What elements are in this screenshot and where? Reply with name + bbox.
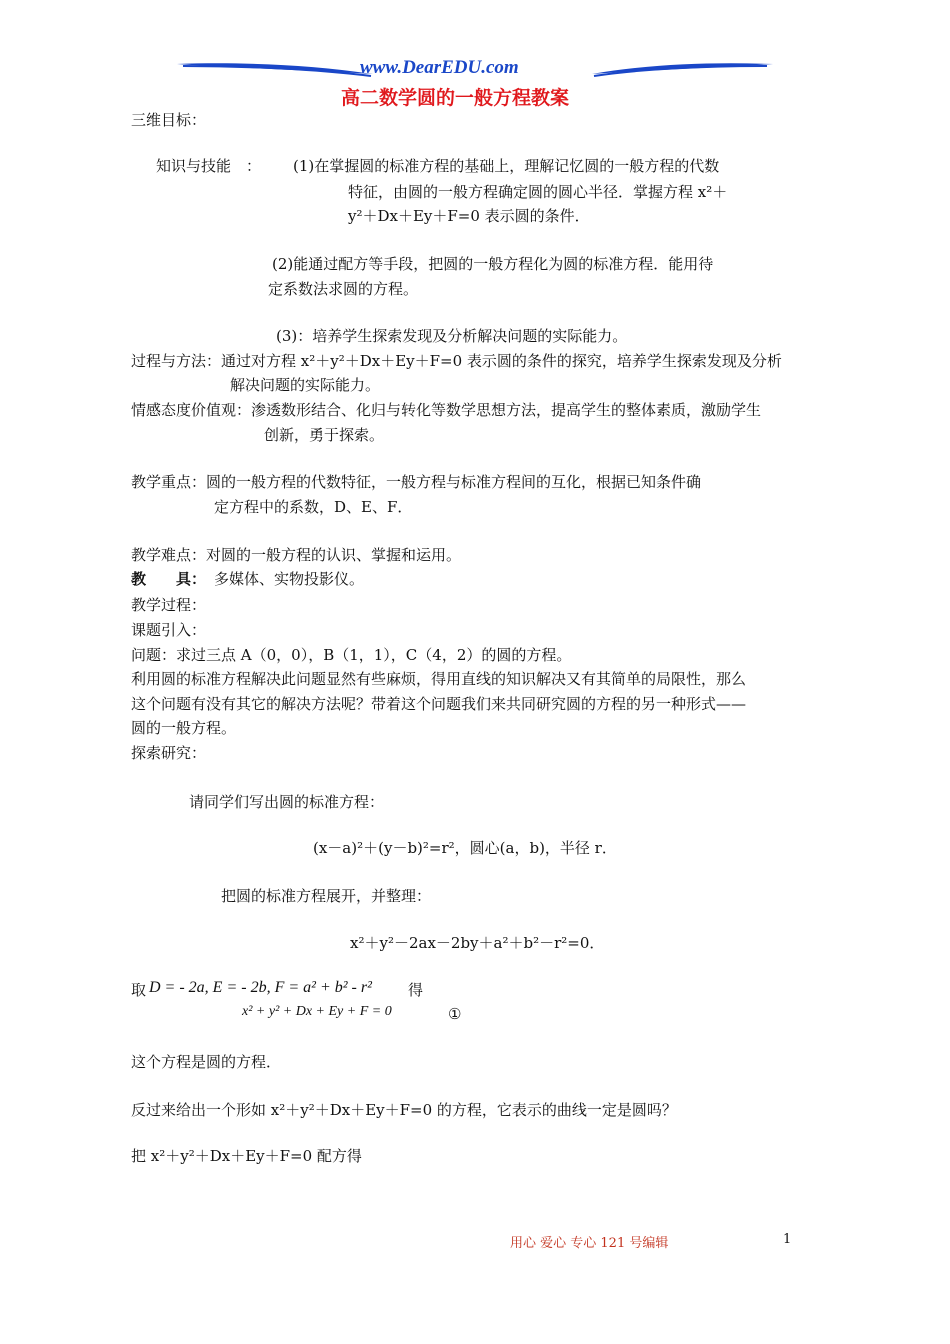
converse-question: 反过来给出一个形如 x²＋y²＋Dx＋Ey＋F=0 的方程，它表示的曲线一定是圆吗？ [131,1101,677,1119]
difficulties: 教学难点：对圆的一般方程的认识、掌握和运用。 [131,546,462,564]
process-methods-line-1: 过程与方法：通过对方程 x²＋y²＋Dx＋Ey＋F=0 表示圆的条件的探究，培养学生探索发现及分析 [131,352,782,370]
expand-instruction: 把圆的标准方程展开，并整理： [221,887,432,905]
conclusion-line: 这个方程是圆的方程． [131,1053,282,1071]
label-knowledge-skills: 知识与技能 ： [156,157,262,175]
knowledge-item-2-line-1: (2)能通过配方等手段，把圆的一般方程化为圆的标准方程．能用待 [272,255,714,273]
knowledge-item-1-line-3: y²＋Dx＋Ey＋F=0 表示圆的条件． [348,207,590,225]
standard-equation: (x－a)²＋(y－b)²=r²，圆心(a，b)，半径 r． [313,839,617,857]
substitution-formula: D = - 2a, E = - 2b, F = a² + b² - r² [149,979,372,996]
header-swoosh-left [175,58,375,80]
prompt-standard-equation: 请同学们写出圆的标准方程： [189,793,385,811]
take-label: 取 [131,981,147,999]
expanded-equation: x²＋y²－2ax－2by＋a²＋b²－r²=0． [350,934,605,952]
paragraph-line-1: 利用圆的标准方程解决此问题显然有些麻烦，得用直线的知识解决又有其简单的局限性，那么 [131,670,747,688]
section-heading-goals: 三维目标： [131,111,207,129]
page-title: 高二数学圆的一般方程教案 [341,87,570,109]
knowledge-item-1-line-2: 特征，由圆的一般方程确定圆的圆心半径．掌握方程 x²＋ [348,183,728,201]
obtain-label: 得 [408,981,424,999]
equation-number: ① [448,1005,462,1023]
complete-square-line: 把 x²＋y²＋Dx＋Ey＋F=0 配方得 [131,1147,362,1165]
paragraph-line-2: 这个问题有没有其它的解决方法呢？带着这个问题我们来共同研究圆的方程的另一种形式—— [131,695,747,713]
introduction-heading: 课题引入： [131,621,207,639]
teaching-aids-value: 多媒体、实物投影仪。 [214,570,365,588]
knowledge-item-3: (3)：培养学生探索发现及分析解决问题的实际能力。 [276,327,628,345]
site-logo: www.DearEDU.com [360,57,519,78]
key-points-line-2: 定方程中的系数，D、E、F． [214,498,413,516]
problem-statement: 问题：求过三点 A（0，0），B（1，1），C（4，2）的圆的方程。 [131,646,572,664]
knowledge-item-1-line-1: (1)在掌握圆的标准方程的基础上，理解记忆圆的一般方程的代数 [293,157,720,175]
header-swoosh-right [590,58,775,80]
footer-text: 用心 爱心 专心 121 号编辑 [510,1236,669,1251]
knowledge-item-2-line-2: 定系数法求圆的方程。 [268,280,419,298]
teaching-aids-label: 教 具： [131,570,207,588]
attitude-values-line-1: 情感态度价值观：渗透数形结合、化归与转化等数学思想方法，提高学生的整体素质，激励学生 [131,401,762,419]
process-methods-line-2: 解决问题的实际能力。 [230,376,381,394]
explore-heading: 探索研究： [131,744,207,762]
page-number: 1 [783,1232,792,1247]
general-equation: x² + y² + Dx + Ey + F = 0 [242,1004,392,1019]
paragraph-line-3: 圆的一般方程。 [131,719,237,737]
attitude-values-line-2: 创新，勇于探索。 [264,426,385,444]
teaching-process-heading: 教学过程： [131,596,207,614]
key-points-line-1: 教学重点：圆的一般方程的代数特征，一般方程与标准方程间的互化，根据已知条件确 [131,473,702,491]
